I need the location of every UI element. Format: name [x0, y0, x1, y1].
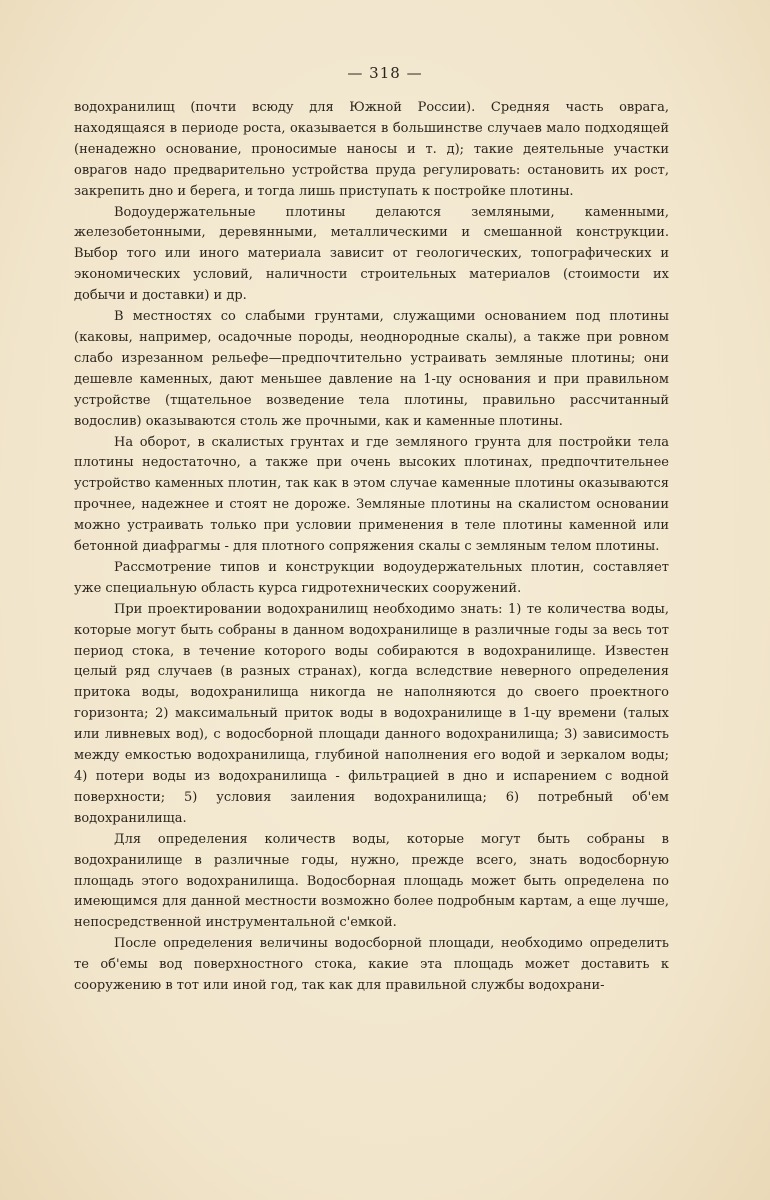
paragraph-7: Для определения количеств воды, которые могут быть собраны в водохранилище в различные годы, нужно, прежде всего, знать водосборную площадь этого водохранилища. Водосборная площадь может быть определена по имеющимся для данной местности возможно более подробным картам, а еще лучше, непосредственной инструментальной с'емкой.: [74, 831, 669, 931]
paragraph-8: После определения величины водосборной площади, необходимо определить те об'емы вод поверхностного стока, какие эта площадь может доставить к сооружению в тот или иной год, так как для правильной службы водохрани-: [74, 936, 669, 994]
paragraph-6: При проектировании водохранилищ необходимо знать: 1) те количества воды, которые могут быть собраны в данном водохранилище в различные годы за весь тот период стока, в течение которого воды собираются в водохранилище. Известен целый ряд случаев (в разных странах), когда вследствие неверного определения притока воды, водохранилища никогда не наполняются до своего проектного горизонта; 2) максимальный приток воды в водохранилище в 1-цу времени (талых или ливневых вод), с водосборной площади данного водохранилища; 3) зависимость между емкостью водохранилища, глубиной наполнения его водой и зеркалом воды; 4) потери воды из водохранилища - фильтрацией в дно и испарением с водной поверхности; 5) условия заиления водохранилища; 6) потребный об'ем водохранилища.: [74, 601, 669, 826]
page-number: — 318 —: [347, 64, 423, 82]
paragraph-5: Рассмотрение типов и конструкции водоудержательных плотин, составляет уже специальную область курса гидротехнических сооружений.: [74, 559, 669, 596]
paragraph-4: На оборот, в скалистых грунтах и где земляного грунта для постройки тела плотины недостаточно, а также при очень высоких плотинах, предпочтительнее устройство каменных плотин, так как в этом случае каменные плотины оказываются прочнее, надежнее и стоят не дороже. Земляные плотины на скалистом основании можно устраивать только при условии применения в теле плотины каменной или бетонной диафрагмы - для плотного сопряжения скалы с земляным телом плотины.: [74, 434, 669, 555]
page-body: [74, 98, 669, 997]
paragraph-2: Водоудержательные плотины делаются земляными, каменными, железобетонными, деревянными, металлическими и смешанной конструкции. Выбор того или иного материала зависит от геологических, топографических и экономических условий, наличности строительных материалов (стоимости их добычи и доставки) и др.: [74, 204, 669, 304]
paragraph-3: В местностях со слабыми грунтами, служащими основанием под плотины (каковы, например, осадочные породы, неоднородные скалы), а также при ровном слабо изрезанном рельефе—предпочтительно устраивать земляные плотины; они дешевле каменных, дают меньшее давление на 1-цу основания и при правильном устройстве (тщательное возведение тела плотины, правильно рассчитанный водослив) оказываются столь же прочными, как и каменные плотины.: [74, 309, 669, 429]
paragraph-1: водохранилищ (почти всюду для Южной России). Средняя часть оврага, находящаяся в периоде роста, оказывается в большинстве случаев мало подходящей (ненадежно основание, проносимые наносы и т. д); такие деятельные участки оврагов надо предварительно устройства пруда регулировать: остановить их рост, закрепить дно и берега, и тогда лишь приступать к постройке плотины.: [74, 100, 669, 199]
